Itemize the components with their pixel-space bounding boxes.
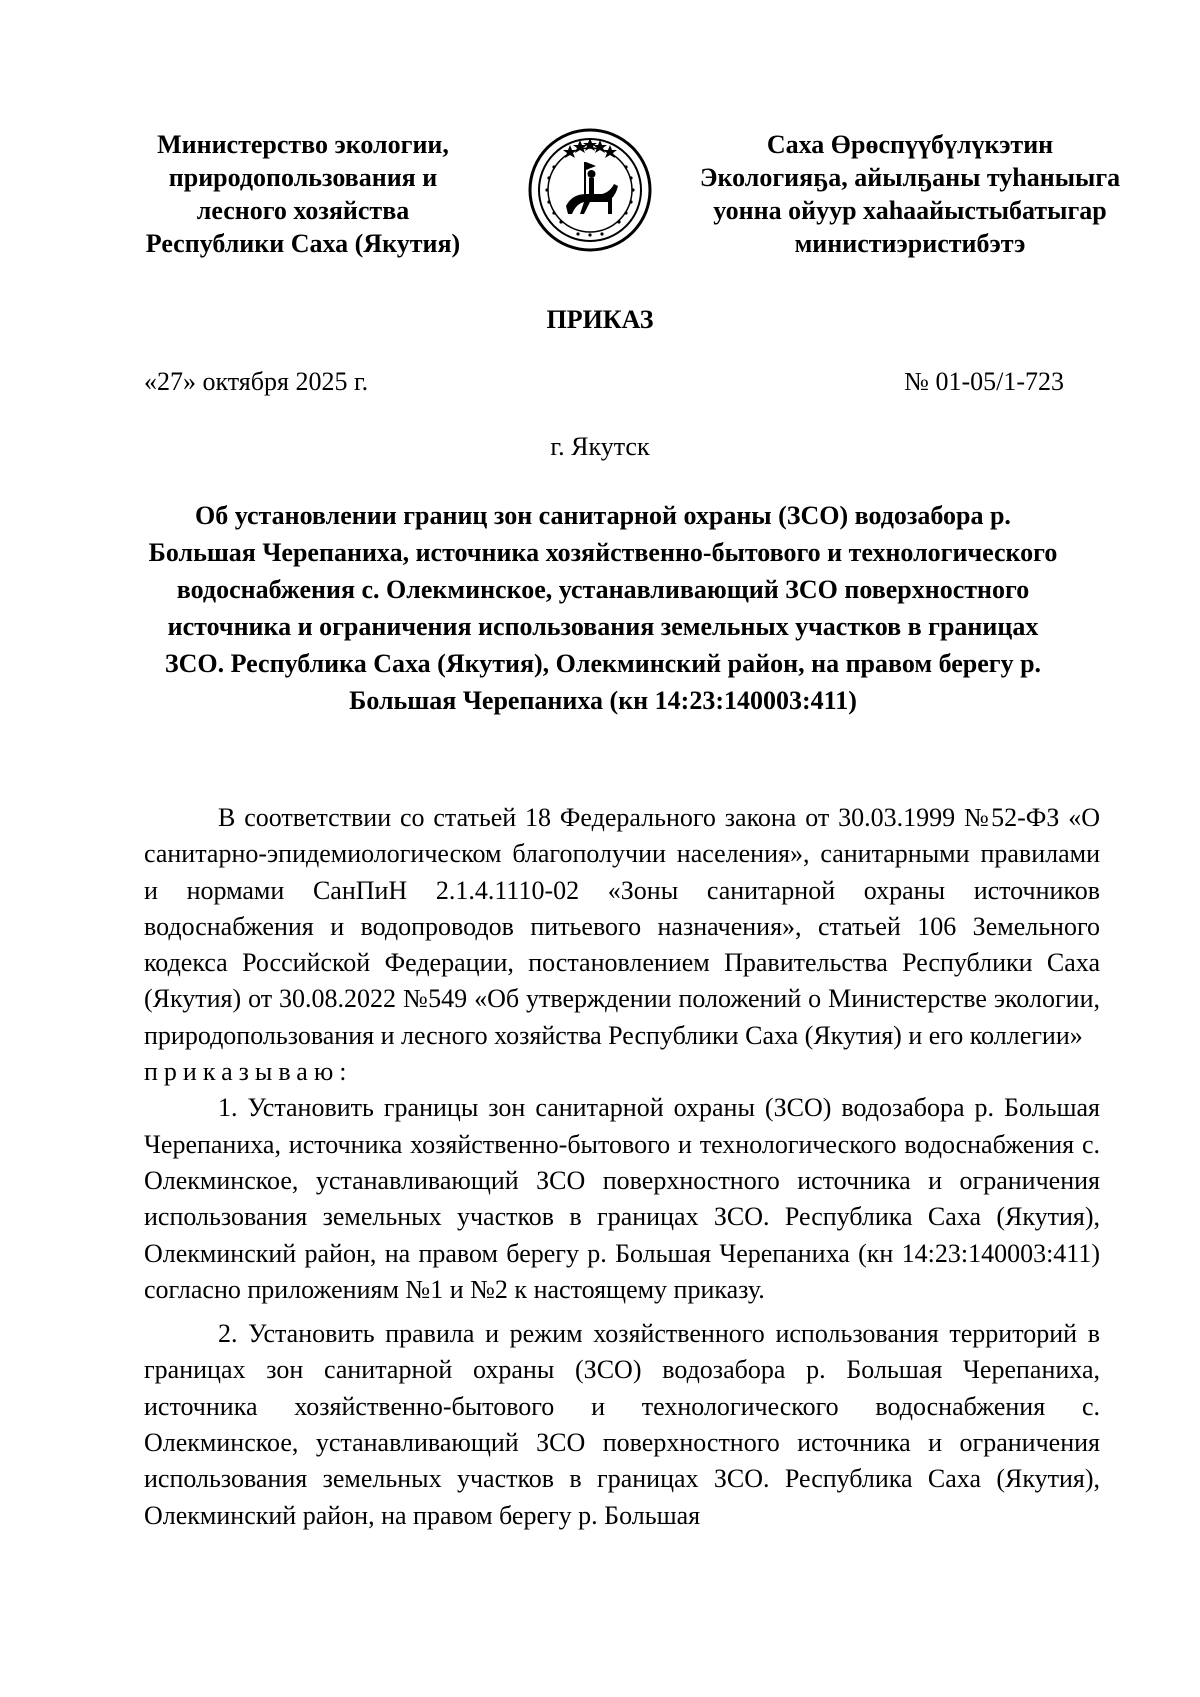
document-type: ПРИКАЗ: [546, 305, 654, 334]
ministry-name-russian: [118, 128, 488, 260]
order-item-2: 2. Установить правила и режим хозяйственного использования территорий в границах зон санитарной охраны (ЗСО) водозабора р. Большая Черепаниха, источника хозяйственно-бытового и технологического водоснабжения с. Олекминское, устанавливающий ЗСО поверхностного источника и ограничения использования земельных участков в границах ЗСО. Республика Саха (Якутия), Олекминский район, на правом берегу р. Большая: [144, 1319, 1100, 1530]
order-word: приказываю:: [144, 1057, 353, 1087]
ministry-name-line: уонна ойуур хаһаайыстыбатыгар: [713, 196, 1107, 225]
document-number: № 01-05/1-723: [904, 367, 1064, 396]
sakha-republic-emblem-icon: [528, 128, 652, 252]
document-header: [0, 128, 1200, 268]
ministry-name-line: природопользования и: [168, 163, 438, 192]
ministry-name-line: Экологияҕа, айылҕаны туһаныыга: [699, 163, 1121, 192]
ministry-name-line: Саха Өрөспүүбүлүкэтин: [766, 130, 1054, 159]
document-city: г. Якутск: [550, 432, 650, 461]
ministry-name-line: Министерство экологии,: [157, 130, 449, 159]
ministry-name-sakha: [690, 128, 1130, 260]
document-title: Об установлении границ зон санитарной охраны (ЗСО) водозабора р. Большая Черепаниха, источника хозяйственно-бытового и технологического водоснабжения с. Олекминское, устанавливающий ЗСО поверхностного источника и ограничения использования земельных участков в границах ЗСО. Республика Саха (Якутия), Олекминский район, на правом берегу р. Большая Черепаниха (кн 14:23:140003:411): [148, 501, 1058, 715]
ministry-name-line: Республики Саха (Якутия): [145, 229, 461, 258]
document-body: [144, 800, 1100, 1534]
ministry-name-line: министиэристибэтэ: [794, 229, 1026, 258]
preamble-paragraph: В соответствии со статьей 18 Федерального закона от 30.03.1999 №52-ФЗ «О санитарно-эпидемиологическом благополучии населения», санитарными правилами и нормами СанПиН 2.1.4.1110-02 «Зоны санитарной охраны источников водоснабжения и водопроводов питьевого назначения», статьей 106 Земельного кодекса Российской Федерации, постановлением Правительства Республики Саха (Якутия) от 30.08.2022 №549 «Об утверждении положений о Министерстве экологии, природопользования и лесного хозяйства Республики Саха (Якутия) и его коллегии»: [144, 803, 1100, 1050]
ministry-name-line: лесного хозяйства: [196, 196, 410, 225]
order-item-1: 1. Установить границы зон санитарной охраны (ЗСО) водозабора р. Большая Черепаниха, источника хозяйственно-бытового и технологического водоснабжения с. Олекминское, устанавливающий ЗСО поверхностного источника и ограничения использования земельных участков в границах ЗСО. Республика Саха (Якутия), Олекминский район, на правом берегу р. Большая Черепаниха (кн 14:23:140003:411) согласно приложениям №1 и №2 к настоящему приказу.: [144, 1093, 1100, 1304]
document-date: «27» октября 2025 г.: [144, 367, 369, 396]
